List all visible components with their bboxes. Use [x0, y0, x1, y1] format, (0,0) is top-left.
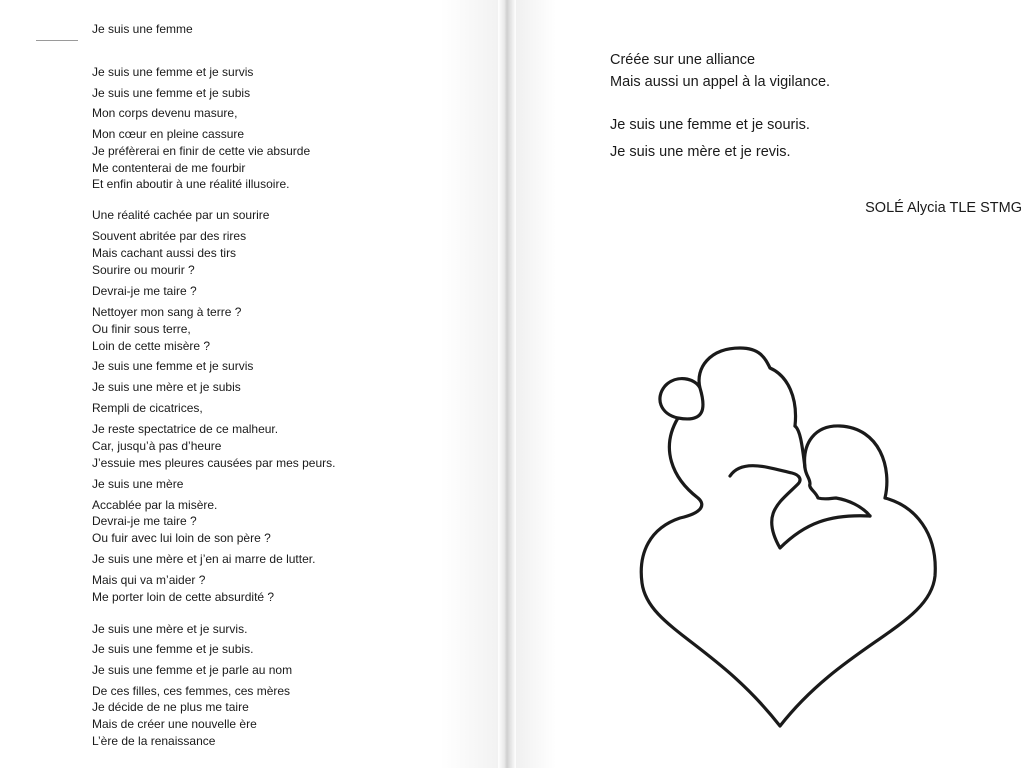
poem-line: Mais cachant aussi des tirs: [92, 246, 237, 260]
poem-line: De ces filles, ces femmes, ces mères: [92, 684, 291, 698]
poem-line: Devrai-je me taire ?: [92, 514, 197, 528]
poem-line: Je suis une mère et je revis.: [610, 144, 791, 160]
poem-line: Je décide de ne plus me taire: [92, 700, 249, 714]
poem-line: Ou fuir avec lui loin de son père ?: [92, 531, 271, 545]
poem-line: Me porter loin de cette absurdité ?: [92, 590, 275, 604]
poem-line: Devrai-je me taire ?: [92, 284, 197, 298]
poem-line: Je suis une femme et je subis.: [92, 642, 254, 656]
left-page-shadow: [440, 0, 498, 768]
right-page-shadow: [516, 0, 556, 768]
mother-child-heart-illustration: [630, 308, 950, 728]
poem-line: Loin de cette misère ?: [92, 339, 211, 353]
poem-line: Et enfin aboutir à une réalité illusoire.: [92, 177, 290, 191]
book-gutter: [498, 0, 516, 768]
child-head-line: [805, 426, 887, 516]
poem-line: Je suis une femme et je souris.: [610, 117, 810, 133]
poem-line: Mais aussi un appel à la vigilance.: [610, 74, 831, 90]
poem-title: Je suis une femme: [92, 22, 193, 36]
poem-line: Mais qui va m’aider ?: [92, 573, 206, 587]
poem-line: Je suis une femme et je parle au nom: [92, 663, 293, 677]
poem-line: Me contenterai de me fourbir: [92, 161, 246, 175]
mother-face-line: [795, 426, 805, 468]
poem-line: Nettoyer mon sang à terre ?: [92, 305, 242, 319]
poem-line: Sourire ou mourir ?: [92, 263, 195, 277]
poem-line: Car, jusqu’à pas d’heure: [92, 439, 222, 453]
mother-outline-line: [660, 348, 796, 426]
poem-line: Je suis une mère: [92, 477, 184, 491]
poem-line: J’essuie mes pleures causées par mes peurs.: [92, 456, 336, 470]
poem-line: Je suis une femme et je survis: [92, 359, 254, 373]
poem-line: Une réalité cachée par un sourire: [92, 208, 270, 222]
poem-line: Mon corps devenu masure,: [92, 106, 238, 120]
poem-line: Je suis une femme et je survis: [92, 65, 254, 79]
heart-arms-line: [730, 466, 870, 548]
poem-line: Je suis une femme et je subis: [92, 86, 251, 100]
poem-line: Je suis une mère et j’en ai marre de lutter.: [92, 552, 316, 566]
title-rule: [36, 40, 78, 41]
poem-line: Rempli de cicatrices,: [92, 401, 203, 415]
poem-line: Accablée par la misère.: [92, 498, 218, 512]
poem-line: Souvent abritée par des rires: [92, 229, 247, 243]
poem-line: L’ère de la renaissance: [92, 734, 216, 748]
poem-line: Je suis une mère et je subis: [92, 380, 241, 394]
poem-line: Mais de créer une nouvelle ère: [92, 717, 257, 731]
poem-line: Ou finir sous terre,: [92, 322, 191, 336]
author-signature: SOLÉ Alycia TLE STMG: [865, 200, 1022, 216]
poem-line: Je préfèrerai en finir de cette vie absurde: [92, 144, 311, 158]
poem-line: Je reste spectatrice de ce malheur.: [92, 422, 279, 436]
poem-line: Mon cœur en pleine cassure: [92, 127, 245, 141]
mother-body-line: [641, 418, 935, 726]
poem-line: Créée sur une alliance: [610, 52, 756, 68]
poem-line: Je suis une mère et je survis.: [92, 622, 248, 636]
